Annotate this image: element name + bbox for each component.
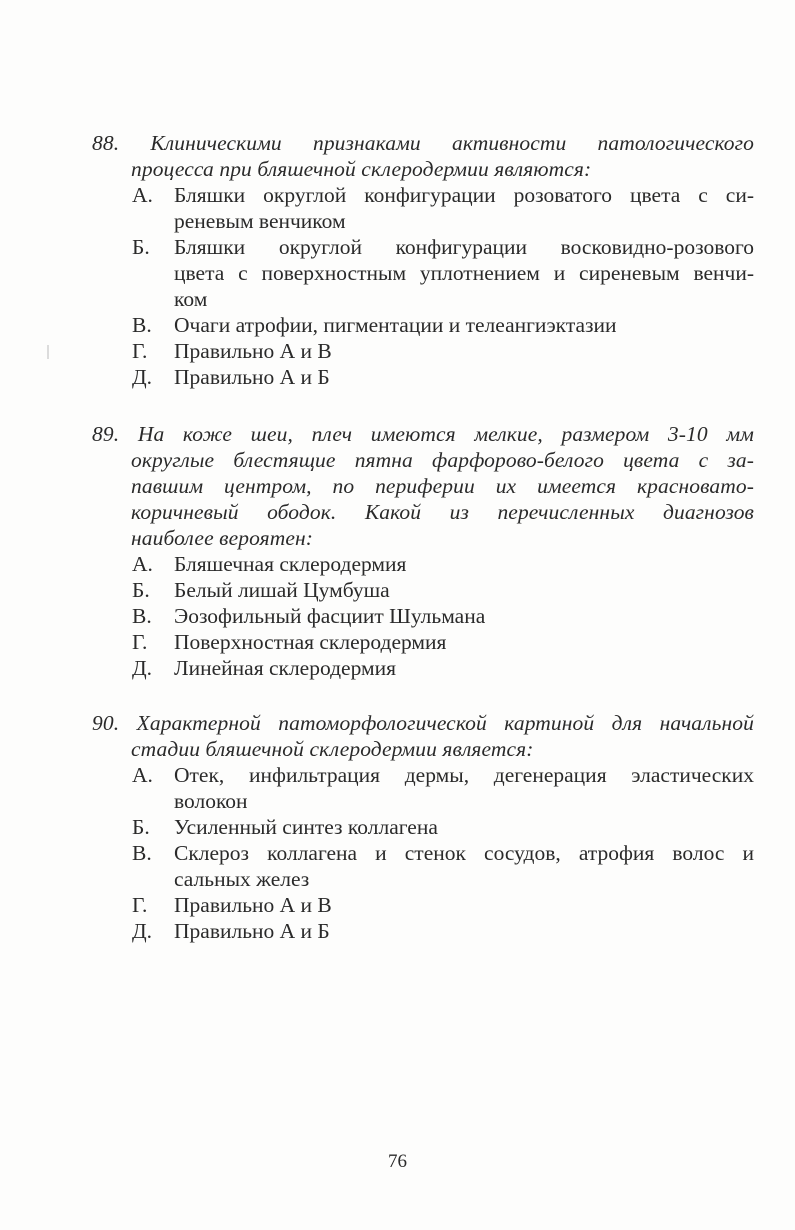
option-text-line: Поверхностная склеродермия [174, 630, 447, 654]
question-stem-line: округлые блестящие пятна фарфорово-белого цвета с за- [131, 448, 754, 472]
question-stem-line [92, 710, 754, 736]
option-text-line: Усиленный синтез коллагена [174, 815, 438, 839]
answer-option-a [132, 182, 754, 234]
answer-option-d [132, 918, 754, 944]
option-letter: В. [132, 313, 152, 337]
question-90 [92, 710, 754, 944]
question-stem-line: коричневый ободок. Какой из перечисленных диагнозов [131, 500, 754, 524]
question-stem-line [92, 130, 754, 156]
answer-option-a [132, 762, 754, 814]
option-text-line: Очаги атрофии, пигментации и телеангиэктазии [174, 313, 617, 337]
option-text-line: Правильно А и Б [174, 365, 330, 389]
option-letter: Д. [132, 919, 153, 943]
answer-option-v [132, 312, 754, 338]
option-text-line: ком [174, 287, 208, 311]
answer-option-v [132, 603, 754, 629]
option-letter: В. [132, 841, 152, 865]
option-text-line: сальных желез [174, 867, 310, 891]
option-letter: Б. [132, 815, 150, 839]
option-text-line: Склероз коллагена и стенок сосудов, атрофия волос и [174, 841, 754, 865]
question-number: 90. [92, 711, 120, 735]
question-number: 89. [92, 422, 120, 446]
option-text-line: реневым венчиком [174, 209, 346, 233]
question-stem-line: процесса при бляшечной склеродермии являются: [131, 157, 592, 181]
option-text-line: Правильно А и Б [174, 919, 330, 943]
answer-option-b [132, 814, 754, 840]
option-letter: Д. [132, 656, 153, 680]
option-letter: А. [132, 552, 153, 576]
option-letter: А. [132, 183, 153, 207]
answer-option-g [132, 629, 754, 655]
option-letter: Г. [132, 339, 148, 363]
question-stem-text: Характерной патоморфологической картиной для начальной [136, 711, 754, 735]
option-letter: Б. [132, 235, 150, 259]
question-stem-text: На коже шеи, плеч имеются мелкие, размером 3-10 мм [137, 422, 754, 446]
option-text-line: Линейная склеродермия [174, 656, 397, 680]
scan-speck [47, 345, 49, 359]
option-text-line: Бляшки округлой конфигурации восковидно-розового [174, 235, 754, 259]
option-text-line: Правильно А и В [174, 339, 332, 363]
question-stem-line: стадии бляшечной склеродермии является: [131, 737, 534, 761]
answer-option-g [132, 892, 754, 918]
question-stem-line: наиболее вероятен: [131, 526, 314, 550]
answer-option-a [132, 551, 754, 577]
option-letter: Б. [132, 578, 150, 602]
option-text-line: Отек, инфильтрация дермы, дегенерация эластических [174, 763, 754, 787]
answer-option-v [132, 840, 754, 892]
answer-option-d [132, 655, 754, 681]
option-text-line: Бляшечная склеродермия [174, 552, 407, 576]
page-number: 76 [388, 1151, 407, 1172]
option-text-line: Эозофильный фасциит Шульмана [174, 604, 486, 628]
question-number: 88. [92, 131, 120, 155]
answer-option-g [132, 338, 754, 364]
option-text-line: волокон [174, 789, 248, 813]
question-89 [92, 421, 754, 681]
question-stem-line [92, 421, 754, 447]
question-88 [92, 130, 754, 390]
option-letter: Г. [132, 893, 148, 917]
option-text-line: Бляшки округлой конфигурации розоватого цвета с си- [174, 183, 754, 207]
option-letter: А. [132, 763, 153, 787]
option-text-line: цвета с поверхностным уплотнением и сиреневым венчи- [174, 261, 754, 285]
answer-option-b [132, 234, 754, 312]
answer-option-b [132, 577, 754, 603]
option-letter: Д. [132, 365, 153, 389]
answer-option-d [132, 364, 754, 390]
option-letter: В. [132, 604, 152, 628]
option-text-line: Правильно А и В [174, 893, 332, 917]
question-stem-text: Клиническими признаками активности патологического [150, 131, 754, 155]
option-letter: Г. [132, 630, 148, 654]
question-stem-line: павшим центром, по периферии их имеется красновато- [131, 474, 754, 498]
option-text-line: Белый лишай Цумбуша [174, 578, 390, 602]
